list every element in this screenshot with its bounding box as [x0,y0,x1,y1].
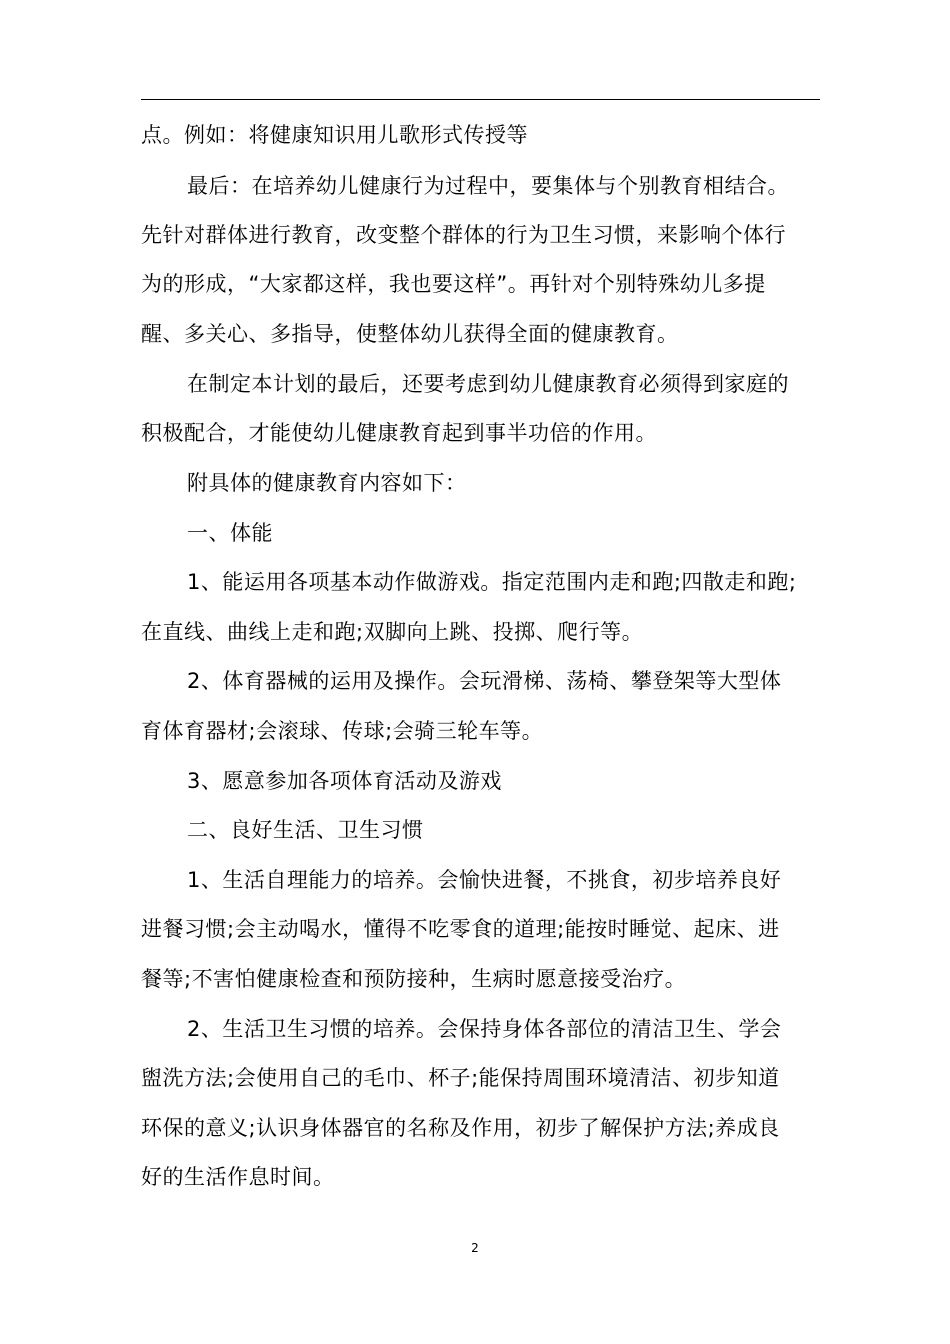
text-line: 进餐习惯;会主动喝水，懂得不吃零食的道理;能按时睡觉、起床、进 [141,917,780,941]
text-line: 点。例如：将健康知识用儿歌形式传授等 [141,123,528,147]
text-line: 3、愿意参加各项体育活动及游戏 [187,769,502,793]
text-line: 盥洗方法;会使用自己的毛巾、杯子;能保持周围环境清洁、初步知道 [141,1066,780,1090]
text-line: 附具体的健康教育内容如下： [187,471,467,495]
text-line: 在制定本计划的最后，还要考虑到幼儿健康教育必须得到家庭的 [187,372,789,396]
text-line: 积极配合，才能使幼儿健康教育起到事半功倍的作用。 [141,421,657,445]
text-line: 一、体能 [187,521,273,545]
text-line: 为的形成，“大家都这样，我也要这样”。再针对个别特殊幼儿多提 [141,272,766,296]
text-line: 育体育器材;会滚球、传球;会骑三轮车等。 [141,719,544,743]
text-line: 2、体育器械的运用及操作。会玩滑梯、荡椅、攀登架等大型体 [187,669,782,693]
text-line: 餐等;不害怕健康检查和预防接种，生病时愿意接受治疗。 [141,967,687,991]
text-line: 在直线、曲线上走和跑;双脚向上跳、投掷、爬行等。 [141,620,644,644]
text-line: 1、能运用各项基本动作做游戏。指定范围内走和跑;四散走和跑; [187,570,797,594]
header-rule [141,99,820,100]
page-number: 2 [471,1241,479,1255]
text-line: 醒、多关心、多指导，使整体幼儿获得全面的健康教育。 [141,322,679,346]
text-line: 环保的意义;认识身体器官的名称及作用，初步了解保护方法;养成良 [141,1116,780,1140]
text-line: 先针对群体进行教育，改变整个群体的行为卫生习惯，来影响个体行 [141,223,786,247]
text-line: 二、良好生活、卫生习惯 [187,818,424,842]
text-line: 好的生活作息时间。 [141,1165,335,1189]
text-line: 1、生活自理能力的培养。会愉快进餐，不挑食，初步培养良好 [187,868,782,892]
text-line: 最后：在培养幼儿健康行为过程中，要集体与个别教育相结合。 [187,174,789,198]
text-line: 2、生活卫生习惯的培养。会保持身体各部位的清洁卫生、学会 [187,1017,782,1041]
